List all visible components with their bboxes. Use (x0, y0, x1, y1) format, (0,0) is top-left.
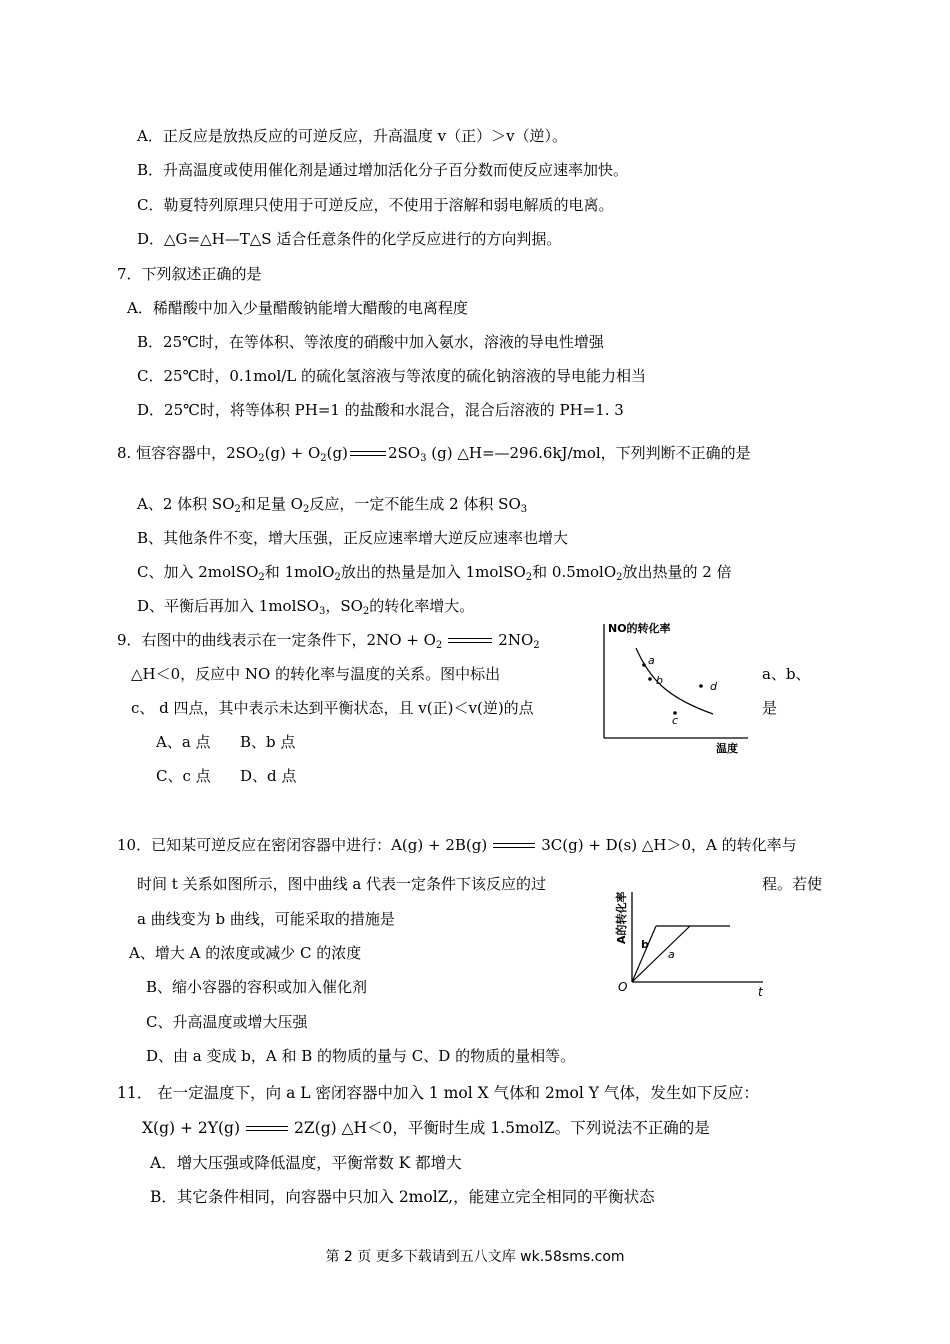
q10-stem-line2: 时间 t 关系如图所示，图中曲线 a 代表一定条件下该反应的过 (137, 875, 547, 893)
q7-option-c: C．25℃时，0.1mol/L 的硫化氢溶液与等浓度的硫化钠溶液的导电能力相当 (137, 367, 647, 385)
q8-stem: 8. 恒容容器中，$2SO_2(g) + O_2(g)$ $2SO_3$ (g) △H=—296.6kJ/mol，下列判断不正确的是 (117, 444, 751, 464)
point-a-label: a (648, 654, 655, 667)
q7-option-d: D．25℃时，将等体积 PH=1 的盐酸和水混合，混合后溶液的 PH=1. 3 (137, 401, 624, 419)
q10-stem-line3: a 曲线变为 b 曲线，可能采取的措施是 (137, 910, 395, 928)
x-axis-label: t (758, 985, 763, 998)
q10-option-a: A、增大 A 的浓度或减少 C 的浓度 (129, 944, 362, 962)
point-b (648, 677, 652, 681)
point-b-label: b (656, 674, 663, 687)
q8-option-d: D、平衡后再加入 1molSO$_3$，$SO_2$的转化率增大。 (137, 597, 475, 617)
q9-conversion-temperature-graph (598, 618, 758, 758)
q7-option-b: B．25℃时，在等体积、等浓度的硝酸中加入氨水，溶液的导电性增强 (137, 333, 604, 351)
q10-stem-line2-right: 程。若使 (762, 875, 823, 893)
y-axis-label: A的转化率 (615, 891, 628, 944)
q10-option-c: C、升高温度或增大压强 (146, 1013, 308, 1031)
q9-stem-line3-right: 是 (762, 699, 778, 717)
q10-option-b: B、缩小容器的容积或加入催化剂 (146, 978, 368, 996)
q7-option-a: A．稀醋酸中加入少量醋酸钠能增大醋酸的电离程度 (127, 299, 468, 317)
x-axis-label: 温度 (716, 742, 738, 755)
equilibrium-arrow-icon (448, 636, 492, 646)
q8-option-a: A、2 体积 $SO_2$和足量 $O_2$反应，一定不能生成 2 体积 $SO_3$ (137, 495, 528, 515)
curve-a-label: a (668, 948, 675, 961)
curve-b-label: b (641, 938, 649, 951)
q11-equation: X(g) + 2Y(g) 2Z(g) △H＜0，平衡时生成 1.5molZ。下列说法不正确的是 (142, 1119, 710, 1137)
curve-b-rise (632, 926, 656, 982)
q6-option-a: A．正反应是放热反应的可逆反应，升高温度 v（正）＞v（逆）。 (137, 127, 568, 145)
point-c-label: c (672, 714, 679, 727)
q6-option-c: C．勒夏特列原理只使用于可逆反应，不使用于溶解和弱电解质的电离。 (137, 196, 614, 214)
q9-stem-line2-right: a、b、 (762, 665, 811, 683)
q11-stem: 11． 在一定温度下，向 a L 密闭容器中加入 1 mol X 气体和 2mol Y 气体，发生如下反应： (117, 1084, 759, 1102)
curve-a-rise (632, 926, 690, 982)
q8-option-b: B、其他条件不变，增大压强，正反应速率增大逆反应速率也增大 (137, 529, 569, 547)
q9-option-b: B、b 点 (240, 733, 296, 751)
point-d-label: d (710, 680, 717, 693)
origin-label: O (618, 980, 628, 994)
point-a (642, 663, 646, 667)
q11-option-a: A．增大压强或降低温度，平衡常数 K 都增大 (150, 1154, 462, 1172)
page-footer: 第 2 页 更多下载请到五八文库 wk.58sms.com (325, 1249, 625, 1265)
q9-option-c: C、c 点 (156, 767, 211, 785)
q9-stem-line3: c、 d 四点，其中表示未达到平衡状态，且 v(正)＜v(逆)的点 (131, 699, 534, 717)
q11-option-b: B．其它条件相同，向容器中只加入 2molZ,，能建立完全相同的平衡状态 (150, 1188, 655, 1206)
q8-option-c: C、加入 2molSO$_2$和 1molO$_2$放出的热量是加入 1molSO$_2$和 0.5molO$_2$放出热量的 2 倍 (137, 563, 732, 583)
q7-stem: 7．下列叙述正确的是 (117, 265, 262, 283)
q9-stem-line2: △H＜0，反应中 NO 的转化率与温度的关系。图中标出 (131, 665, 501, 683)
q10-option-d: D、由 a 变成 b，A 和 B 的物质的量与 C、D 的物质的量相等。 (146, 1047, 576, 1065)
equilibrium-arrow-icon (493, 841, 535, 851)
q9-option-a: A、a 点 (156, 733, 211, 751)
q9-option-d: D、d 点 (240, 767, 297, 785)
y-axis-label: NO的转化率 (608, 622, 671, 635)
q6-option-d: D．△G=△H—T△S 适合任意条件的化学反应进行的方向判据。 (137, 230, 562, 248)
q9-stem-line1: 9．右图中的曲线表示在一定条件下，$2NO + O_2$ $2NO_2$ (117, 631, 540, 651)
equilibrium-arrow-icon (350, 449, 386, 459)
q6-option-b: B．升高温度或使用催化剂是通过增加活化分子百分数而使反应速率加快。 (137, 161, 629, 179)
q10-conversion-time-graph (608, 886, 768, 998)
q10-stem-line1: 10．已知某可逆反应在密闭容器中进行：A(g) + 2B(g) 3C(g) + D(s) △H＞0，A 的转化率与 (117, 836, 797, 854)
equilibrium-arrow-icon (246, 1124, 288, 1134)
point-d (699, 684, 703, 688)
